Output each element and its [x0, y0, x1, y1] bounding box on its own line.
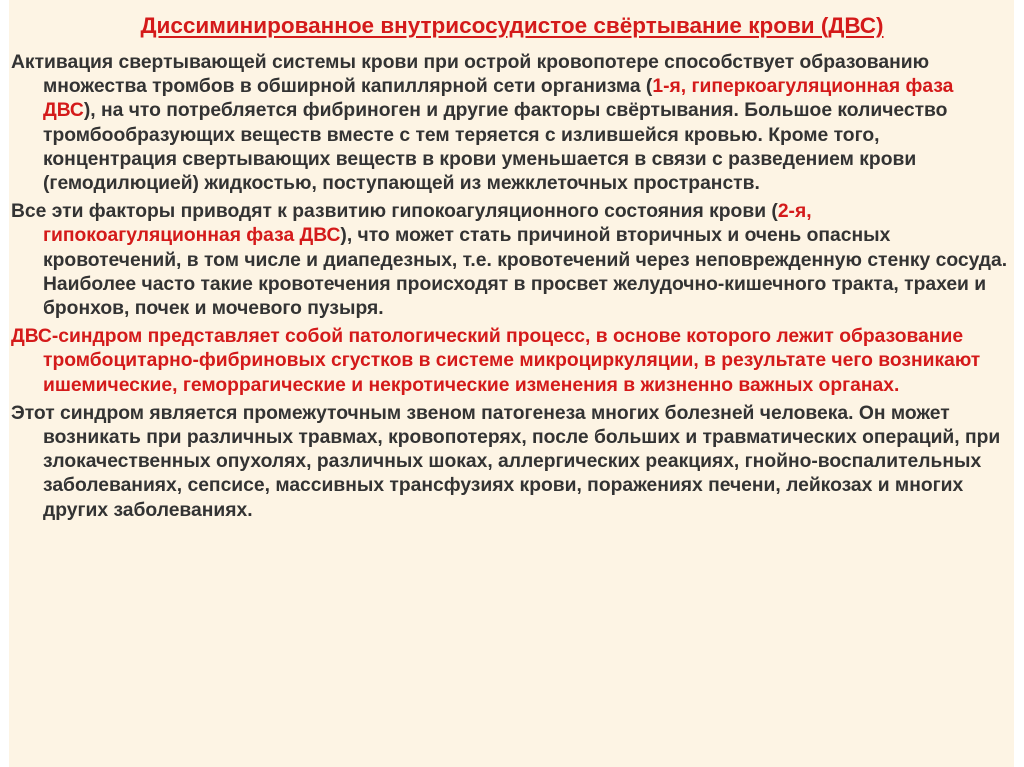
paragraph-activation-text-end: ), на что потребляется фибриноген и другие факторы свёртывания. Большое количество тромбообразующих веществ вместе с тем теряется с излившейся кровью. Кроме того, концентрация свертывающих веществ в крови уменьшается в связи с разведением крови (гемодилюцией) жидкостью, поступающей из межклеточных пространств. [43, 100, 948, 195]
phase-1-highlight: 1-я, гиперкоагуляционная фаза ДВС [43, 76, 954, 122]
slide-title: Диссиминированное внутрисосудистое свёртывание крови (ДВС) [140, 13, 884, 38]
paragraph-hypocoagulation-text-start: Все эти факторы приводят к развитию гипокоагуляционного состояния крови ( [11, 201, 778, 223]
paragraph-hypocoagulation-text-end: ), что может стать причиной вторичных и очень опасных кровотечений, в том числе и диапедезных, т.е. кровотечений через неповрежденную стенку сосуда. Наиболее часто такие кровотечения происходят в просвет желудочно-кишечного тракта, трахеи и бронхов, почек и мочевого пузыря. [43, 225, 1008, 320]
paragraph-hypocoagulation [11, 200, 1011, 321]
paragraph-activation [11, 51, 1011, 196]
paragraph-definition: ДВС-синдром представляет собой патологический процесс, в основе которого лежит образование тромбоцитарно-фибриновых сгустков в системе микроциркуляции, в результате чего возникают ишемические, геморрагические и некротические изменения в жизненно важных органах. [11, 326, 981, 396]
paragraph-causes: Этот синдром является промежуточным звеном патогенеза многих болезней человека. Он может возникать при различных травмах, кровопотерях, после больших и травматических операций, при злокачественных опухолях, различных шоках, аллергических реакциях, гнойно-воспалительных заболеваниях, сепсисе, массивных трансфузиях крови, поражениях печени, лейкозах и многих других заболеваниях. [11, 402, 1001, 521]
slide-body [11, 51, 1011, 527]
phase-2-highlight: 2-я, гипокоагуляционная фаза ДВС [43, 201, 812, 247]
paragraph-activation-text-start: Активация свертывающей системы крови при острой кровопотере способствует образованию множества тромбов в обширной капиллярной сети организма ( [11, 52, 930, 98]
